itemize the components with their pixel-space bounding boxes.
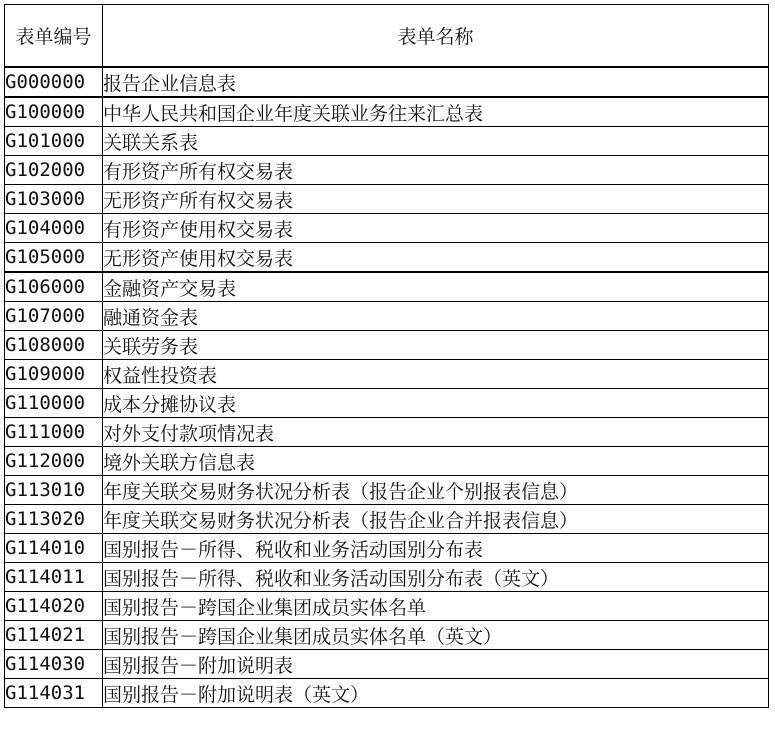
form-code: G104000 <box>5 214 103 243</box>
form-code: G114030 <box>5 650 103 679</box>
form-code: G100000 <box>5 97 103 127</box>
form-name: 金融资产交易表 <box>103 272 769 302</box>
form-code: G111000 <box>5 418 103 447</box>
form-code: G110000 <box>5 389 103 418</box>
form-name: 国别报告－跨国企业集团成员实体名单 <box>103 592 769 621</box>
table-row <box>5 679 769 708</box>
form-code-column-header: 表单编号 <box>5 5 103 68</box>
table-row <box>5 418 769 447</box>
table-row <box>5 563 769 592</box>
form-name: 关联关系表 <box>103 127 769 156</box>
table-row <box>5 534 769 563</box>
form-code: G109000 <box>5 360 103 389</box>
form-name: 权益性投资表 <box>103 360 769 389</box>
form-name: 有形资产所有权交易表 <box>103 156 769 185</box>
form-code: G113020 <box>5 505 103 534</box>
table-row <box>5 302 769 331</box>
form-name: 对外支付款项情况表 <box>103 418 769 447</box>
form-name: 国别报告－附加说明表 <box>103 650 769 679</box>
form-name: 国别报告－附加说明表（英文） <box>103 679 769 708</box>
form-code: G000000 <box>5 67 103 97</box>
table-row <box>5 97 769 127</box>
form-name: 成本分摊协议表 <box>103 389 769 418</box>
table-row <box>5 389 769 418</box>
form-name: 无形资产所有权交易表 <box>103 185 769 214</box>
form-code: G108000 <box>5 331 103 360</box>
form-code: G114010 <box>5 534 103 563</box>
table-row <box>5 185 769 214</box>
table-row <box>5 592 769 621</box>
form-code: G102000 <box>5 156 103 185</box>
form-code: G107000 <box>5 302 103 331</box>
form-code: G114020 <box>5 592 103 621</box>
table-row <box>5 476 769 505</box>
table-header-row <box>5 5 769 68</box>
form-code: G101000 <box>5 127 103 156</box>
form-name: 报告企业信息表 <box>103 67 769 97</box>
form-code: G114031 <box>5 679 103 708</box>
table-row <box>5 214 769 243</box>
form-code: G114021 <box>5 621 103 650</box>
form-name: 年度关联交易财务状况分析表（报告企业个别报表信息） <box>103 476 769 505</box>
table-row <box>5 505 769 534</box>
form-name: 国别报告－跨国企业集团成员实体名单（英文） <box>103 621 769 650</box>
form-name: 无形资产使用权交易表 <box>103 243 769 273</box>
form-name: 中华人民共和国企业年度关联业务往来汇总表 <box>103 97 769 127</box>
form-name: 有形资产使用权交易表 <box>103 214 769 243</box>
form-code: G113010 <box>5 476 103 505</box>
table-row <box>5 360 769 389</box>
table-row <box>5 331 769 360</box>
form-list-table <box>4 4 769 708</box>
form-code: G103000 <box>5 185 103 214</box>
table-row <box>5 447 769 476</box>
table-row <box>5 650 769 679</box>
form-name: 融通资金表 <box>103 302 769 331</box>
table-row <box>5 67 769 97</box>
form-name: 境外关联方信息表 <box>103 447 769 476</box>
form-name-column-header: 表单名称 <box>103 5 769 68</box>
table-row <box>5 127 769 156</box>
form-name: 关联劳务表 <box>103 331 769 360</box>
table-row <box>5 243 769 273</box>
form-code: G112000 <box>5 447 103 476</box>
form-name: 国别报告－所得、税收和业务活动国别分布表（英文） <box>103 563 769 592</box>
form-code: G105000 <box>5 243 103 273</box>
form-code: G114011 <box>5 563 103 592</box>
form-name: 年度关联交易财务状况分析表（报告企业合并报表信息） <box>103 505 769 534</box>
table-row <box>5 272 769 302</box>
form-code: G106000 <box>5 272 103 302</box>
form-name: 国别报告－所得、税收和业务活动国别分布表 <box>103 534 769 563</box>
table-row <box>5 621 769 650</box>
table-row <box>5 156 769 185</box>
